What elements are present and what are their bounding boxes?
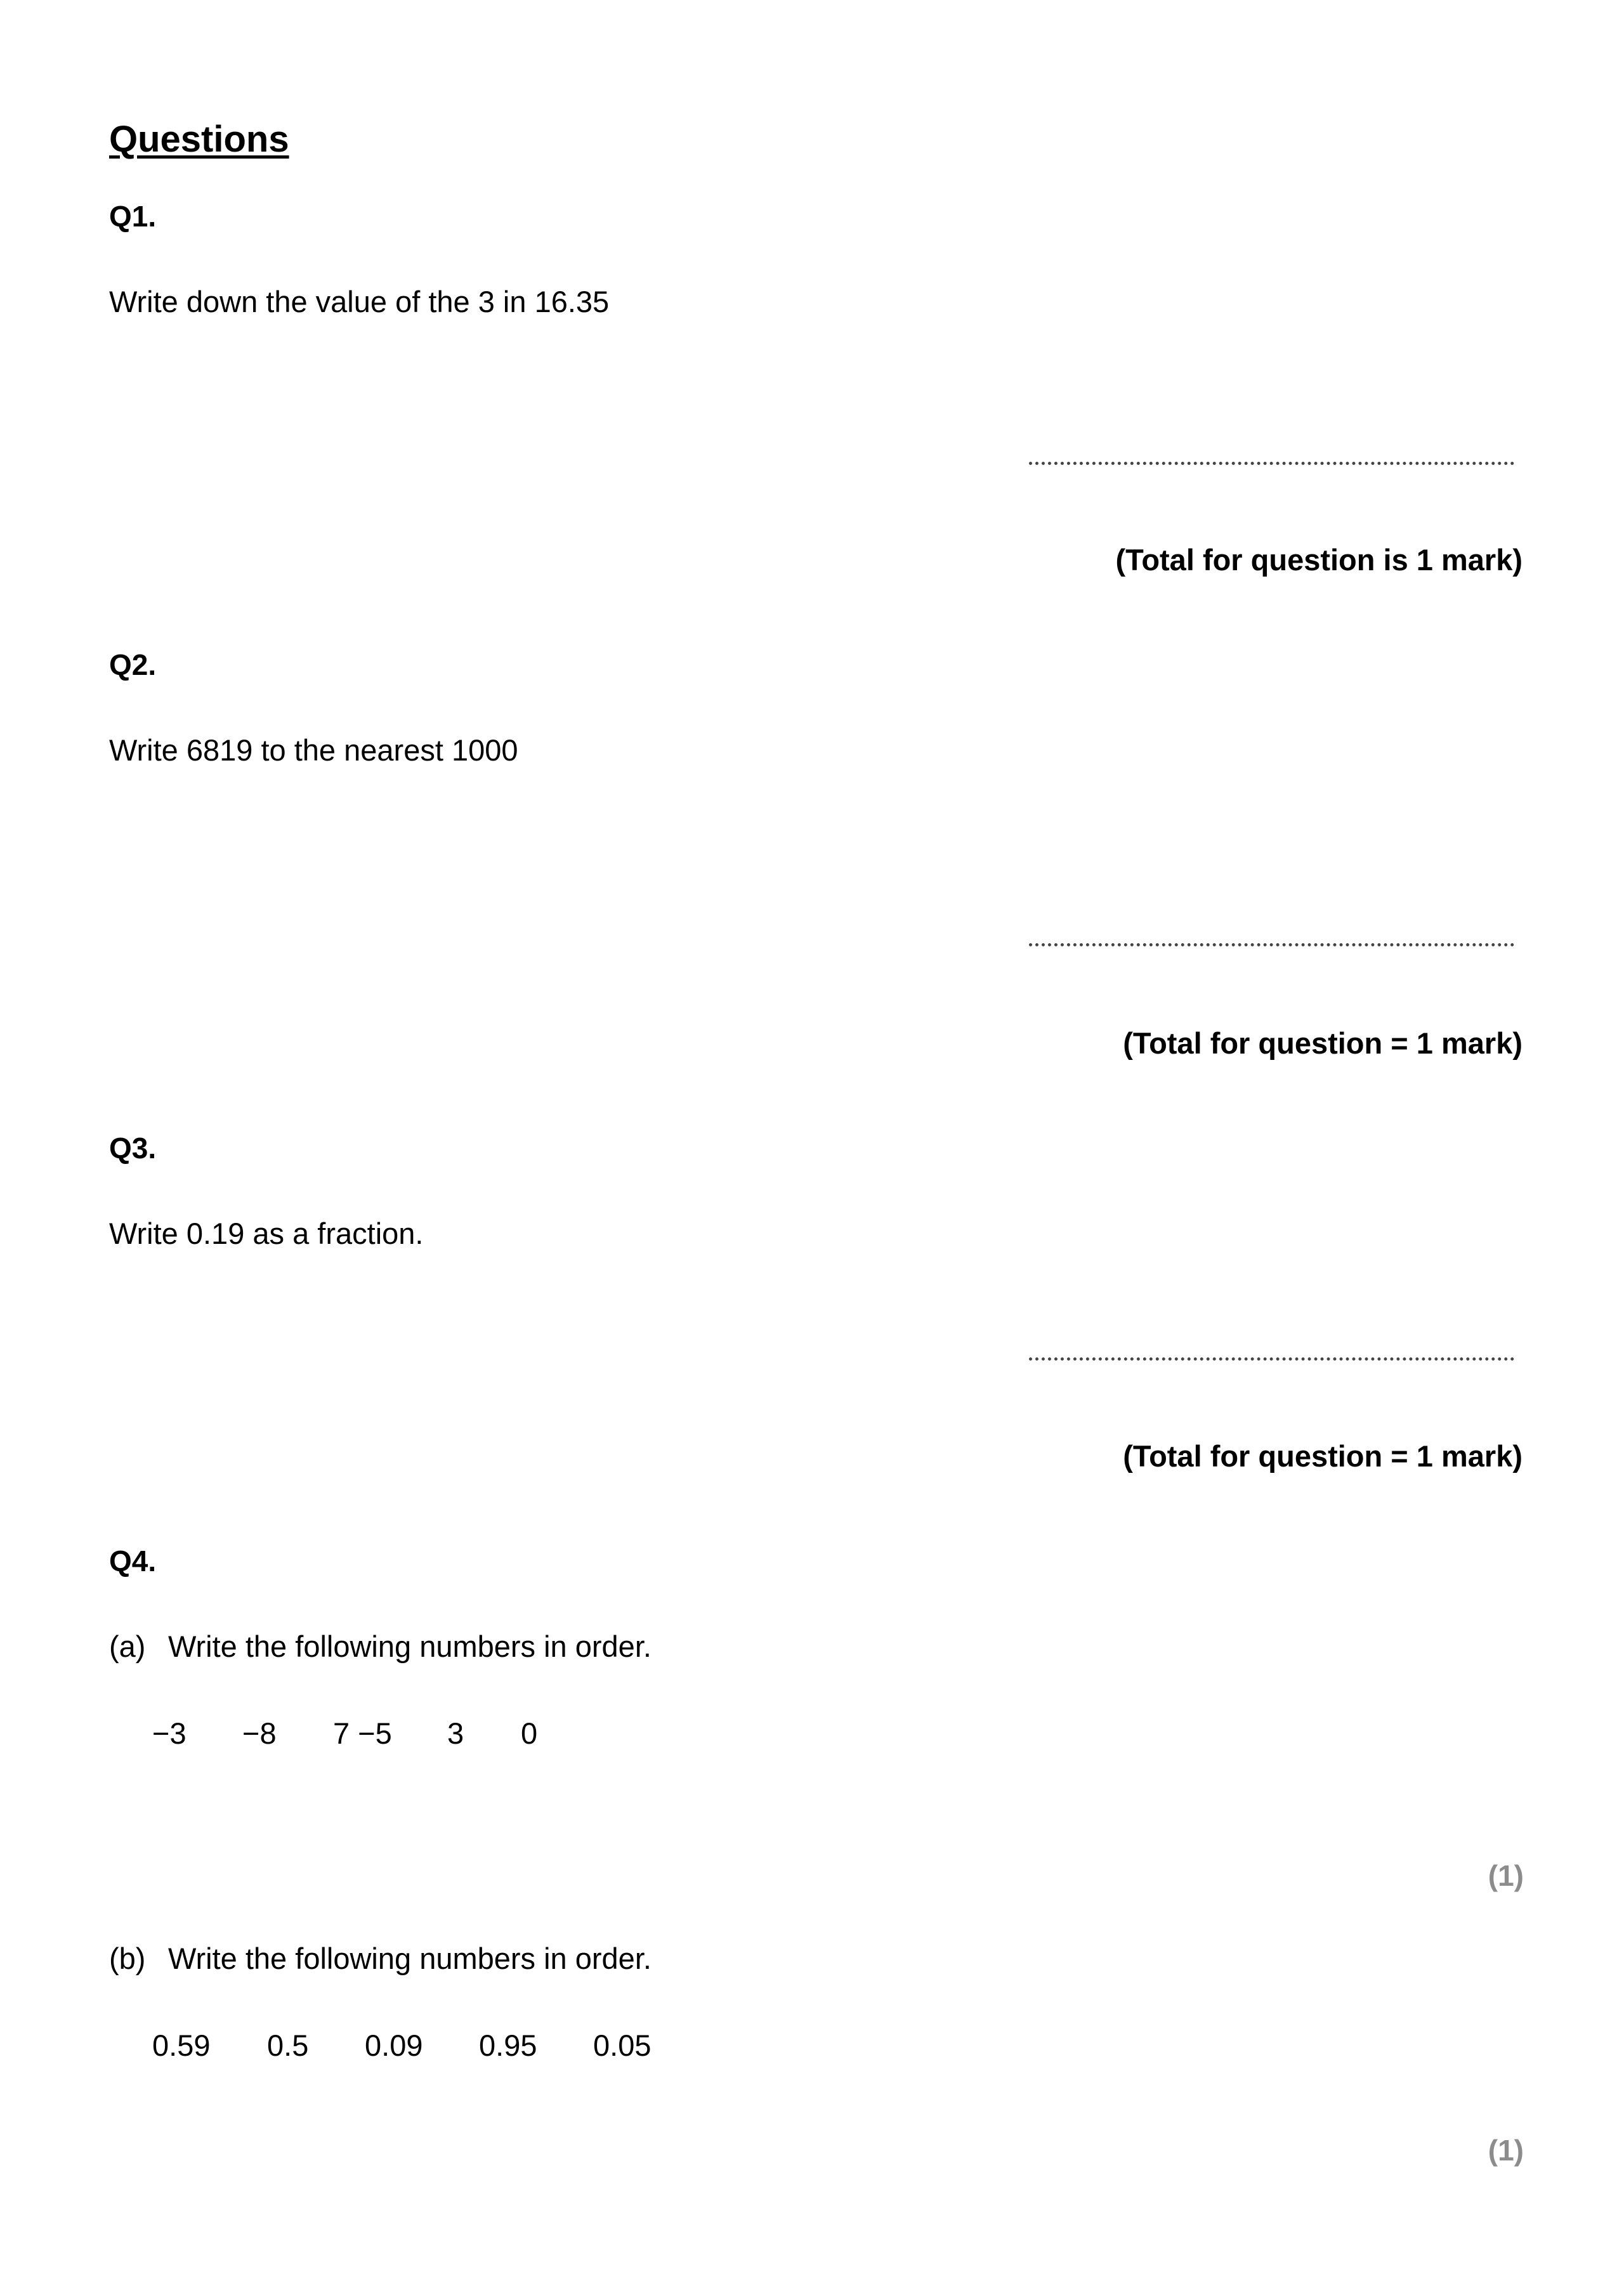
page-heading: Questions — [109, 119, 289, 160]
q4b-number: 0.59 — [152, 2028, 211, 2062]
q4a-number: −3 — [152, 1716, 187, 1750]
q3-answer-line[interactable] — [1029, 1357, 1514, 1361]
q1-answer-line[interactable] — [1029, 462, 1514, 465]
q4a-number: −8 — [242, 1716, 277, 1750]
q4b-mark: (1) — [1488, 2134, 1524, 2167]
q2-text: Write 6819 to the nearest 1000 — [109, 733, 518, 767]
q4a-mark: (1) — [1488, 1859, 1524, 1892]
q4a-number: 0 — [521, 1716, 538, 1750]
q1-label: Q1. — [109, 200, 157, 233]
q4a-number: 7 −5 — [333, 1716, 392, 1750]
q2-answer-line[interactable] — [1029, 943, 1514, 946]
q4b-text: Write the following numbers in order. — [168, 1942, 652, 1975]
q4b-number: 0.09 — [365, 2028, 423, 2062]
q3-text: Write 0.19 as a fraction. — [109, 1217, 424, 1250]
q2-label: Q2. — [109, 648, 157, 681]
q4a-text: Write the following numbers in order. — [168, 1630, 652, 1663]
q3-label: Q3. — [109, 1132, 157, 1165]
q4b-number: 0.05 — [593, 2028, 652, 2062]
q1-total-marks: (Total for question is 1 mark) — [1115, 543, 1522, 577]
q1-text: Write down the value of the 3 in 16.35 — [109, 285, 610, 318]
q4-label: Q4. — [109, 1545, 157, 1578]
q4a-letter: (a) — [109, 1630, 146, 1663]
q3-total-marks: (Total for question = 1 mark) — [1123, 1439, 1522, 1473]
q4b-number: 0.95 — [479, 2028, 537, 2062]
q4b-number: 0.5 — [267, 2028, 309, 2062]
q4b-letter: (b) — [109, 1942, 146, 1975]
q4a-number: 3 — [447, 1716, 464, 1750]
q2-total-marks: (Total for question = 1 mark) — [1123, 1026, 1522, 1060]
